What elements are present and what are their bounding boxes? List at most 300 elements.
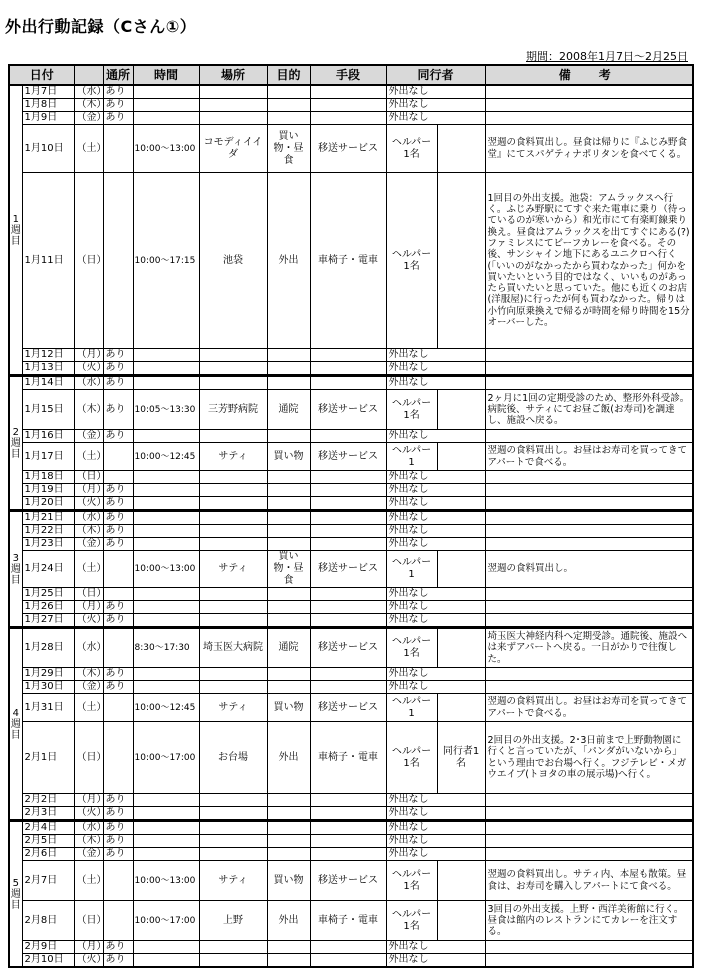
time-cell: 10:05～13:30: [133, 390, 199, 430]
no-outing-cell: 外出なし: [386, 954, 485, 968]
companion2-cell: [437, 390, 485, 430]
time-cell: [133, 681, 199, 694]
place-cell: [199, 349, 267, 362]
notes-cell: [485, 668, 693, 681]
purpose-cell: [267, 794, 310, 807]
tsusho-cell: [103, 588, 133, 601]
date-cell: 1月14日: [22, 376, 74, 390]
no-outing-cell: 外出なし: [386, 821, 485, 835]
time-cell: [133, 484, 199, 497]
purpose-cell: [267, 681, 310, 694]
table-row: [9, 588, 693, 601]
tsusho-cell: [103, 722, 133, 794]
purpose-cell: [267, 588, 310, 601]
date-cell: 2月5日: [22, 835, 74, 848]
companion-cell: ヘルパー 1名: [386, 125, 437, 173]
place-cell: [199, 848, 267, 861]
notes-cell: [485, 349, 693, 362]
purpose-cell: 買い物: [267, 861, 310, 901]
no-outing-cell: 外出なし: [386, 807, 485, 821]
table-row: [9, 848, 693, 861]
place-cell: [199, 794, 267, 807]
time-cell: [133, 848, 199, 861]
companion-cell: ヘルパー 1名: [386, 861, 437, 901]
notes-cell: [485, 497, 693, 511]
dow-cell: （月）: [74, 349, 103, 362]
means-cell: [310, 835, 386, 848]
notes-cell: [485, 807, 693, 821]
notes-cell: [485, 525, 693, 538]
purpose-cell: [267, 484, 310, 497]
date-cell: 1月31日: [22, 694, 74, 722]
place-cell: コモディイイダ: [199, 125, 267, 173]
time-cell: [133, 85, 199, 99]
tsusho-cell: あり: [103, 362, 133, 376]
date-cell: 1月29日: [22, 668, 74, 681]
means-cell: [310, 525, 386, 538]
companion2-cell: [437, 125, 485, 173]
dow-cell: （火）: [74, 362, 103, 376]
tsusho-cell: [103, 125, 133, 173]
no-outing-cell: 外出なし: [386, 588, 485, 601]
place-cell: サティ: [199, 551, 267, 588]
table-row: [9, 85, 693, 99]
tsusho-cell: [103, 861, 133, 901]
dow-cell: （火）: [74, 954, 103, 968]
means-cell: [310, 614, 386, 628]
dow-cell: （木）: [74, 525, 103, 538]
dow-cell: （土）: [74, 125, 103, 173]
companion-cell: ヘルパー 1: [386, 694, 437, 722]
notes-cell: 埼玉医大神経内科へ定期受診。通院後、施設へは来ずアパートへ戻る。一日がかりで往復した。: [485, 628, 693, 668]
means-cell: [310, 85, 386, 99]
place-cell: [199, 362, 267, 376]
dow-cell: （火）: [74, 614, 103, 628]
table-row: [9, 794, 693, 807]
dow-cell: （火）: [74, 807, 103, 821]
notes-cell: [485, 538, 693, 551]
place-cell: [199, 511, 267, 525]
companion2-cell: [437, 173, 485, 349]
time-cell: [133, 614, 199, 628]
notes-cell: [485, 821, 693, 835]
tsusho-cell: あり: [103, 484, 133, 497]
time-cell: [133, 430, 199, 443]
table-row: [9, 471, 693, 484]
means-cell: 移送サービス: [310, 861, 386, 901]
dow-cell: （水）: [74, 511, 103, 525]
companion-cell: ヘルパー 1名: [386, 628, 437, 668]
means-cell: 車椅子・電車: [310, 901, 386, 941]
header-notes: 備 考: [485, 65, 693, 85]
tsusho-cell: あり: [103, 668, 133, 681]
notes-cell: 翌週の食料買出し。サティ内、本屋も散策。昼食は、お寿司を購入しアパートにて食べる。: [485, 861, 693, 901]
means-cell: 移送サービス: [310, 443, 386, 471]
purpose-cell: [267, 471, 310, 484]
tsusho-cell: あり: [103, 807, 133, 821]
date-cell: 1月27日: [22, 614, 74, 628]
header-purpose: 目的: [267, 65, 310, 85]
dow-cell: （木）: [74, 668, 103, 681]
place-cell: [199, 112, 267, 125]
time-cell: [133, 376, 199, 390]
date-cell: 1月25日: [22, 588, 74, 601]
date-cell: 2月8日: [22, 901, 74, 941]
notes-cell: [485, 511, 693, 525]
time-cell: [133, 99, 199, 112]
date-cell: 1月21日: [22, 511, 74, 525]
notes-cell: [485, 941, 693, 954]
date-cell: 2月10日: [22, 954, 74, 968]
date-cell: 1月11日: [22, 173, 74, 349]
purpose-cell: 外出: [267, 722, 310, 794]
purpose-cell: 通院: [267, 628, 310, 668]
place-cell: サティ: [199, 443, 267, 471]
table-row: [9, 941, 693, 954]
companion-cell: ヘルパー 1名: [386, 173, 437, 349]
means-cell: 車椅子・電車: [310, 173, 386, 349]
header-means: 手段: [310, 65, 386, 85]
no-outing-cell: 外出なし: [386, 112, 485, 125]
no-outing-cell: 外出なし: [386, 614, 485, 628]
table-row: [9, 390, 693, 430]
purpose-cell: 外出: [267, 173, 310, 349]
time-cell: [133, 471, 199, 484]
date-cell: 2月3日: [22, 807, 74, 821]
table-row: [9, 497, 693, 511]
time-cell: [133, 349, 199, 362]
time-cell: [133, 954, 199, 968]
date-cell: 1月16日: [22, 430, 74, 443]
dow-cell: （火）: [74, 497, 103, 511]
purpose-cell: 買い物: [267, 443, 310, 471]
purpose-cell: [267, 511, 310, 525]
page-title: 外出行動記録（Cさん①）: [5, 17, 197, 36]
dow-cell: （土）: [74, 443, 103, 471]
no-outing-cell: 外出なし: [386, 941, 485, 954]
notes-cell: [485, 835, 693, 848]
notes-cell: [485, 601, 693, 614]
no-outing-cell: 外出なし: [386, 794, 485, 807]
means-cell: [310, 511, 386, 525]
place-cell: 埼玉医大病院: [199, 628, 267, 668]
date-cell: 1月8日: [22, 99, 74, 112]
companion-cell: ヘルパー 1名: [386, 390, 437, 430]
place-cell: [199, 484, 267, 497]
means-cell: 移送サービス: [310, 390, 386, 430]
dow-cell: （木）: [74, 835, 103, 848]
place-cell: [199, 99, 267, 112]
means-cell: [310, 362, 386, 376]
place-cell: [199, 430, 267, 443]
dow-cell: （土）: [74, 694, 103, 722]
purpose-cell: [267, 376, 310, 390]
tsusho-cell: あり: [103, 497, 133, 511]
tsusho-cell: あり: [103, 85, 133, 99]
dow-cell: （金）: [74, 848, 103, 861]
means-cell: 移送サービス: [310, 551, 386, 588]
table-row: [9, 954, 693, 968]
purpose-cell: [267, 835, 310, 848]
place-cell: お台場: [199, 722, 267, 794]
no-outing-cell: 外出なし: [386, 601, 485, 614]
means-cell: [310, 99, 386, 112]
table-row: [9, 125, 693, 173]
table-row: [9, 525, 693, 538]
purpose-cell: [267, 85, 310, 99]
place-cell: [199, 835, 267, 848]
dow-cell: （金）: [74, 430, 103, 443]
purpose-cell: 買い物: [267, 694, 310, 722]
place-cell: [199, 471, 267, 484]
table-row: [9, 173, 693, 349]
means-cell: 移送サービス: [310, 694, 386, 722]
table-row: [9, 511, 693, 525]
notes-cell: [485, 99, 693, 112]
table-row: [9, 551, 693, 588]
time-cell: 10:00～13:00: [133, 861, 199, 901]
time-cell: [133, 835, 199, 848]
time-cell: 8:30～17:30: [133, 628, 199, 668]
tsusho-cell: [103, 173, 133, 349]
notes-cell: 翌週の食料買出し。: [485, 551, 693, 588]
period-label: 期間：2008年1月7日～2月25日: [526, 50, 688, 63]
date-cell: 1月28日: [22, 628, 74, 668]
tsusho-cell: あり: [103, 941, 133, 954]
time-cell: 10:00～17:15: [133, 173, 199, 349]
time-cell: 10:00～12:45: [133, 694, 199, 722]
notes-cell: 翌週の食料買出し。昼食は帰りに『ふじみ野食堂』にてスパゲティナポリタンを食べてくる。: [485, 125, 693, 173]
dow-cell: （日）: [74, 722, 103, 794]
no-outing-cell: 外出なし: [386, 668, 485, 681]
place-cell: 上野: [199, 901, 267, 941]
date-cell: 1月10日: [22, 125, 74, 173]
date-cell: 1月15日: [22, 390, 74, 430]
time-cell: 10:00～13:00: [133, 551, 199, 588]
place-cell: [199, 525, 267, 538]
tsusho-cell: あり: [103, 430, 133, 443]
tsusho-cell: あり: [103, 821, 133, 835]
time-cell: [133, 362, 199, 376]
date-cell: 1月20日: [22, 497, 74, 511]
means-cell: [310, 848, 386, 861]
table-row: [9, 861, 693, 901]
tsusho-cell: あり: [103, 794, 133, 807]
means-cell: [310, 601, 386, 614]
purpose-cell: [267, 668, 310, 681]
purpose-cell: [267, 99, 310, 112]
table-row: [9, 901, 693, 941]
tsusho-cell: [103, 694, 133, 722]
place-cell: [199, 614, 267, 628]
no-outing-cell: 外出なし: [386, 85, 485, 99]
place-cell: [199, 601, 267, 614]
notes-cell: [485, 85, 693, 99]
tsusho-cell: あり: [103, 390, 133, 430]
time-cell: 10:00～17:00: [133, 901, 199, 941]
place-cell: [199, 538, 267, 551]
notes-cell: [485, 794, 693, 807]
date-cell: 2月7日: [22, 861, 74, 901]
means-cell: [310, 430, 386, 443]
place-cell: [199, 954, 267, 968]
purpose-cell: [267, 362, 310, 376]
table-row: [9, 376, 693, 390]
dow-cell: （月）: [74, 941, 103, 954]
companion2-cell: [437, 551, 485, 588]
table-row: [9, 362, 693, 376]
tsusho-cell: あり: [103, 614, 133, 628]
table-row: [9, 349, 693, 362]
tsusho-cell: あり: [103, 349, 133, 362]
table-row: [9, 668, 693, 681]
time-cell: [133, 941, 199, 954]
purpose-cell: 外出: [267, 901, 310, 941]
table-row: [9, 821, 693, 835]
table-row: [9, 628, 693, 668]
tsusho-cell: あり: [103, 601, 133, 614]
place-cell: 池袋: [199, 173, 267, 349]
tsusho-cell: [103, 471, 133, 484]
time-cell: [133, 807, 199, 821]
table-row: [9, 443, 693, 471]
table-row: [9, 484, 693, 497]
tsusho-cell: あり: [103, 954, 133, 968]
no-outing-cell: 外出なし: [386, 525, 485, 538]
table-row: [9, 112, 693, 125]
date-cell: 1月18日: [22, 471, 74, 484]
date-cell: 1月30日: [22, 681, 74, 694]
dow-cell: （月）: [74, 794, 103, 807]
dow-cell: （月）: [74, 484, 103, 497]
place-cell: [199, 941, 267, 954]
tsusho-cell: あり: [103, 376, 133, 390]
companion2-cell: [437, 628, 485, 668]
means-cell: [310, 954, 386, 968]
notes-cell: [485, 362, 693, 376]
companion2-cell: [437, 861, 485, 901]
means-cell: [310, 588, 386, 601]
tsusho-cell: あり: [103, 99, 133, 112]
purpose-cell: [267, 349, 310, 362]
purpose-cell: [267, 954, 310, 968]
place-cell: サティ: [199, 861, 267, 901]
tsusho-cell: あり: [103, 681, 133, 694]
no-outing-cell: 外出なし: [386, 681, 485, 694]
dow-cell: （土）: [74, 861, 103, 901]
place-cell: [199, 807, 267, 821]
tsusho-cell: [103, 901, 133, 941]
purpose-cell: [267, 525, 310, 538]
dow-cell: （金）: [74, 112, 103, 125]
means-cell: [310, 112, 386, 125]
notes-cell: 翌週の食料買出し。お昼はお寿司を買ってきてアパートで食べる。: [485, 694, 693, 722]
purpose-cell: [267, 601, 310, 614]
purpose-cell: [267, 538, 310, 551]
time-cell: [133, 668, 199, 681]
dow-cell: （土）: [74, 551, 103, 588]
dow-cell: （木）: [74, 390, 103, 430]
tsusho-cell: あり: [103, 525, 133, 538]
no-outing-cell: 外出なし: [386, 362, 485, 376]
header-place: 場所: [199, 65, 267, 85]
date-cell: 1月23日: [22, 538, 74, 551]
companion-cell: ヘルパー 1: [386, 551, 437, 588]
companion-cell: ヘルパー 1名: [386, 901, 437, 941]
time-cell: [133, 497, 199, 511]
purpose-cell: [267, 430, 310, 443]
date-cell: 1月24日: [22, 551, 74, 588]
dow-cell: （日）: [74, 588, 103, 601]
dow-cell: （日）: [74, 901, 103, 941]
time-cell: [133, 821, 199, 835]
means-cell: 移送サービス: [310, 125, 386, 173]
means-cell: [310, 376, 386, 390]
notes-cell: [485, 112, 693, 125]
purpose-cell: [267, 497, 310, 511]
time-cell: [133, 588, 199, 601]
means-cell: [310, 497, 386, 511]
notes-cell: [485, 484, 693, 497]
date-cell: 2月2日: [22, 794, 74, 807]
place-cell: [199, 668, 267, 681]
header-companion: 同行者: [386, 65, 485, 85]
notes-cell: [485, 681, 693, 694]
tsusho-cell: あり: [103, 112, 133, 125]
tsusho-cell: あり: [103, 835, 133, 848]
notes-cell: 1回目の外出支援。池袋：アムラックスへ行く。ふじみ野駅にてすぐ来た電車に乗り（待っているのが寒いから）和光市にて有楽町線乗り換え。昼食はアムラックスを出てすぐにある(?)ファミレスにてビーフカレーを食べる。その後、サンシャイン地下にあるユニクロへ行く(「いいのがなかったから買わなかった」何かを買いたいという目的ではなく、いいものがあったら買いたいと思っていた。他にも近くのお店(洋服屋)に行ったが何も買わなかった。帰りは小竹向原乗換えで帰るが時間を帰り時間を15分オーバーした。: [485, 173, 693, 349]
date-cell: 1月19日: [22, 484, 74, 497]
date-cell: 1月12日: [22, 349, 74, 362]
date-cell: 1月9日: [22, 112, 74, 125]
no-outing-cell: 外出なし: [386, 430, 485, 443]
table-row: [9, 601, 693, 614]
week-label: 5週目: [9, 821, 22, 968]
means-cell: [310, 349, 386, 362]
no-outing-cell: 外出なし: [386, 349, 485, 362]
table-row: [9, 694, 693, 722]
purpose-cell: [267, 112, 310, 125]
table-row: [9, 835, 693, 848]
means-cell: [310, 681, 386, 694]
means-cell: [310, 471, 386, 484]
header-dow: [74, 65, 103, 85]
notes-cell: [485, 588, 693, 601]
time-cell: [133, 525, 199, 538]
dow-cell: （日）: [74, 471, 103, 484]
notes-cell: 2ヶ月に1回の定期受診のため、整形外科受診。病院後、サティにてお昼ご飯(お寿司)を調達し、施設へ戻る。: [485, 390, 693, 430]
activity-table: [8, 64, 694, 968]
companion2-cell: [437, 443, 485, 471]
notes-cell: [485, 376, 693, 390]
date-cell: 2月9日: [22, 941, 74, 954]
notes-cell: [485, 954, 693, 968]
time-cell: [133, 538, 199, 551]
date-cell: 2月1日: [22, 722, 74, 794]
purpose-cell: [267, 821, 310, 835]
purpose-cell: 買い物・昼食: [267, 551, 310, 588]
purpose-cell: 買い物・昼食: [267, 125, 310, 173]
notes-cell: [485, 430, 693, 443]
time-cell: [133, 794, 199, 807]
table-body: [9, 85, 693, 967]
no-outing-cell: 外出なし: [386, 484, 485, 497]
place-cell: [199, 376, 267, 390]
place-cell: [199, 497, 267, 511]
no-outing-cell: 外出なし: [386, 99, 485, 112]
place-cell: サティ: [199, 694, 267, 722]
header-tsusho: 通所: [103, 65, 133, 85]
